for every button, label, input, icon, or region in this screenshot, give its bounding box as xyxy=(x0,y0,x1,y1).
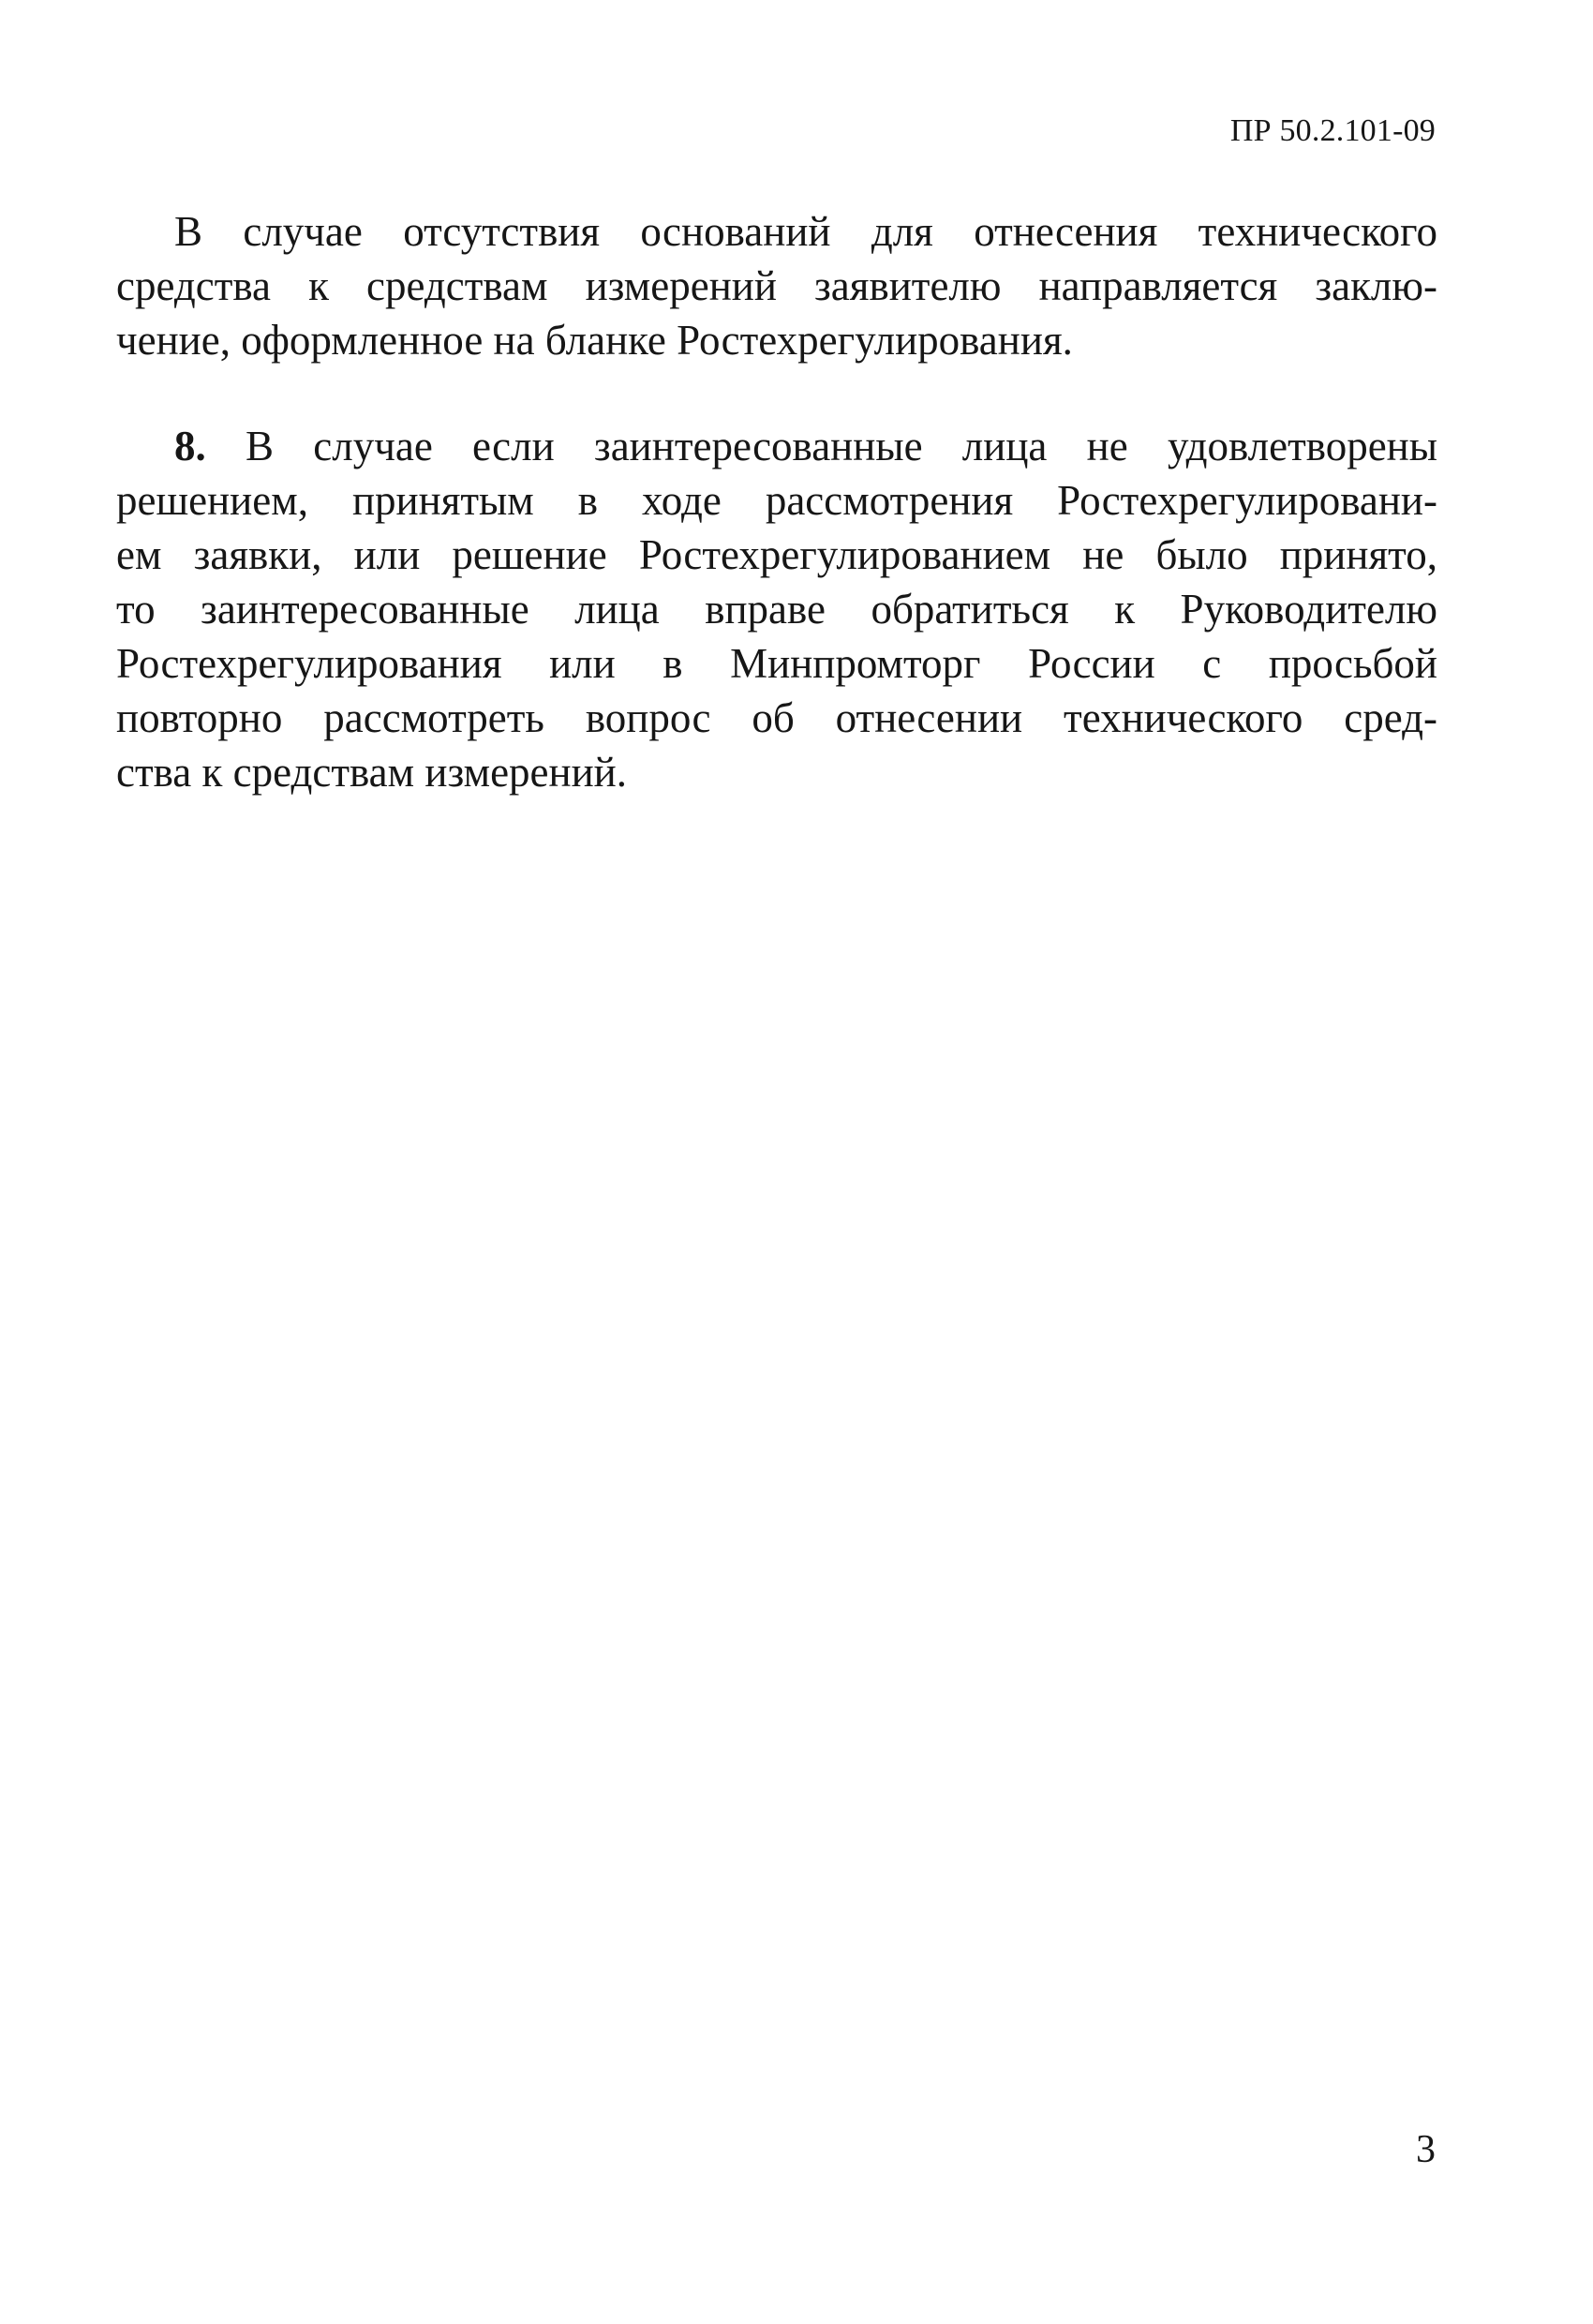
paragraph-no-grounds xyxy=(116,204,1437,367)
paragraph-line: В случае отсутствия оснований для отнесения технического xyxy=(174,208,1437,255)
paragraph-line: Ростехрегулирования или в Минпромторг России с просьбой xyxy=(116,640,1437,687)
paragraph-line: повторно рассмотреть вопрос об отнесении технического сред- xyxy=(116,694,1437,741)
paragraph-line: средства к средствам измерений заявителю направляется заклю- xyxy=(116,262,1437,309)
paragraph-line: решением, принятым в ходе рассмотрения Ростехрегулировани- xyxy=(116,477,1437,524)
paragraph-line: ства к средствам измерений. xyxy=(116,749,628,796)
paragraph-item-8 xyxy=(116,419,1437,799)
paragraph-line xyxy=(116,419,1437,473)
paragraph-line: чение, оформленное на бланке Ростехрегулирования. xyxy=(116,317,1073,364)
paragraph-line-text: В случае если заинтересованные лица не удовлетворены xyxy=(246,423,1438,469)
paragraph-line: ем заявки, или решение Ростехрегулированием не было принято, xyxy=(116,531,1437,578)
page-number: 3 xyxy=(1416,2128,1436,2171)
paragraph-line: то заинтересованные лица вправе обратиться к Руководителю xyxy=(116,586,1437,633)
document-code: ПР 50.2.101-09 xyxy=(1229,113,1436,148)
item-number: 8. xyxy=(174,423,206,469)
